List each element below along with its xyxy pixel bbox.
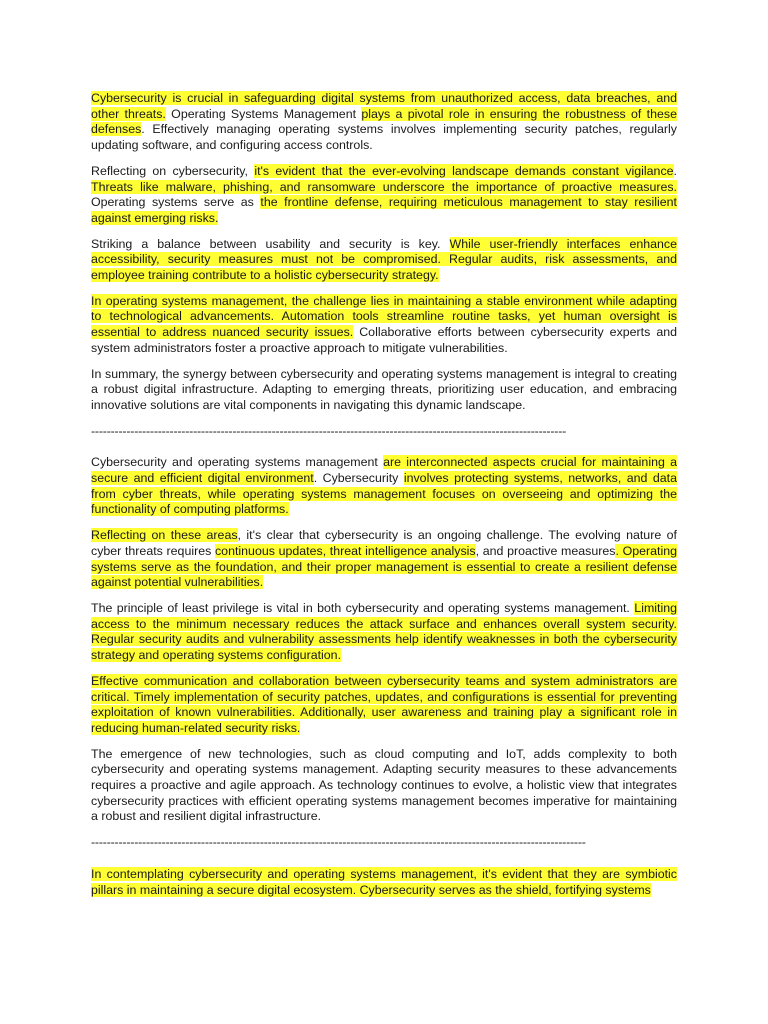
plain-text: . Effectively managing operating systems involves implementing security patches, regularly updating software, and configuring access controls. [91, 122, 677, 153]
highlighted-text: the frontline defense, requiring meticulous management to stay resilient against emerging risks. [91, 195, 677, 225]
plain-text: Reflecting on cybersecurity, [91, 163, 255, 178]
plain-text: In summary, the synergy between cybersecurity and operating systems management is integral to creating a robust digital infrastructure. Adapting to emerging threats, prioritizing user education, and embracing innovative solutions are vital components in navigating this dynamic landscape. [91, 366, 677, 412]
plain-text: , it's clear that cybersecurity is an ongoing challenge. The evolving nature of cyber threats requires [91, 528, 677, 558]
plain-text: . Cybersecurity [313, 471, 404, 486]
paragraph [91, 674, 677, 737]
paragraph [91, 237, 677, 284]
paragraph [91, 294, 677, 357]
section-separator: ------------------------------------------------------------------------------------------------------------------------- [91, 423, 567, 438]
highlighted-text: . Operating systems serve as the foundation, and their proper management is essential to create a resilient defense against potential vulnerabilities. [91, 543, 678, 590]
paragraph [91, 91, 677, 154]
highlighted-text: In contemplating cybersecurity and operating systems management, it's evident that they are symbiotic pillars in maintaining a secure digital ecosystem. Cybersecurity serves as the shield, fortifying systems [91, 866, 677, 897]
plain-text: , and proactive measures [475, 543, 616, 558]
paragraph [91, 164, 677, 227]
paragraph [91, 528, 677, 591]
highlighted-text: involves protecting systems, networks, and data from cyber threats, while operating systems management focuses on overseeing and optimizing the functionality of computing platforms. [91, 471, 677, 517]
highlighted-text: Threats like malware, phishing, and ransomware underscore the importance of proactive measures. [91, 179, 677, 194]
highlighted-text: Reflecting on these areas [91, 528, 238, 543]
plain-text: Operating systems serve as [91, 195, 261, 210]
highlighted-text: Cybersecurity is crucial in safeguarding digital systems from unauthorized access, data breaches, and other threats. [91, 91, 677, 121]
paragraph [91, 601, 677, 664]
plain-text: Cybersecurity and operating systems management [91, 455, 384, 470]
plain-text: Striking a balance between usability and security is key. [91, 236, 450, 251]
highlighted-text: it's evident that the ever-evolving landscape demands constant vigilance [254, 163, 674, 178]
paragraph [91, 455, 677, 518]
paragraph [91, 747, 677, 826]
plain-text: The emergence of new technologies, such as cloud computing and IoT, adds complexity to both cybersecurity and operating systems management. Adapting security measures to these advancements requires a proactive and agile approach. As technology continues to evolve, a holistic view that integrates cybersecurity practices with efficient operating systems management becomes imperative for maintaining a robust and resilient digital infrastructure. [91, 746, 677, 824]
plain-text: Collaborative efforts between cybersecurity experts and system administrators foster a proactive approach to mitigate vulnerabilities. [91, 325, 677, 355]
paragraph [91, 367, 677, 414]
plain-text: The principle of least privilege is vital in both cybersecurity and operating systems management. [91, 600, 635, 615]
highlighted-text: plays a pivotal role in ensuring the robustness of these defenses [91, 106, 677, 137]
plain-text: . [673, 163, 677, 178]
highlighted-text: continuous updates, threat intelligence analysis [214, 543, 476, 558]
highlighted-text: are interconnected aspects crucial for maintaining a secure and efficient digital environment [91, 455, 677, 486]
plain-text: Operating Systems Management [165, 106, 362, 121]
highlighted-text: While user-friendly interfaces enhance accessibility, security measures must not be compromised. Regular audits, risk assessments, and employee training contribute to a holistic cybersecurity strategy. [91, 236, 677, 283]
highlighted-text: In operating systems management, the challenge lies in maintaining a stable environment while adapting to technological advancements. Automation tools streamline routine tasks, yet human oversight is essential to address nuanced security issues. [91, 293, 677, 340]
section-separator: ------------------------------------------------------------------------------------------------------------------------------ [91, 835, 586, 850]
highlighted-text: Limiting access to the minimum necessary reduces the attack surface and enhances overall system security. Regular security audits and vulnerability assessments help identify weaknesses in both the cybersecurity strategy and operating systems configuration. [91, 600, 677, 663]
highlighted-text: Effective communication and collaboration between cybersecurity teams and system administrators are critical. Timely implementation of security patches, updates, and configurations is essential for preventing exploitation of known vulnerabilities. Additionally, user awareness and training play a significant role in reducing human-related security risks. [91, 673, 677, 735]
paragraph [91, 867, 677, 898]
